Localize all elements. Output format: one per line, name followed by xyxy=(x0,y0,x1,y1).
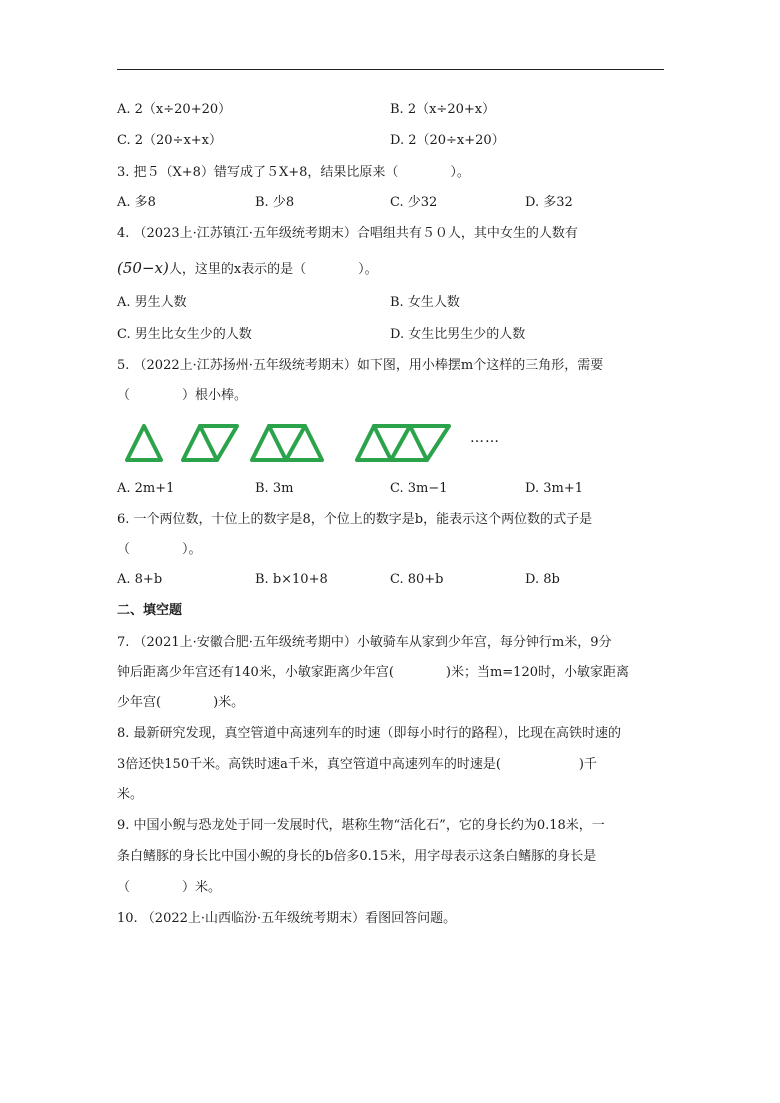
q8-line3: 米。 xyxy=(117,787,144,802)
q2-option-d: D. 2（20÷x+20） xyxy=(390,133,505,148)
q6-stem-line1: 6. 一个两位数，十位上的数字是8，个位上的数字是b，能表示这个两位数的式子是 xyxy=(117,512,593,527)
q6-option-d: D. 8b xyxy=(525,572,560,587)
stick-triangle-2a xyxy=(183,426,217,460)
q4-option-b: B. 女生人数 xyxy=(390,295,460,310)
q8-line2: 3倍还快150千米。高铁时速a千米，真空管道中高速列车的时速是( )千 xyxy=(117,757,597,772)
figure-ellipsis: …… xyxy=(470,430,500,446)
stick-triangle-4bcd xyxy=(374,426,449,460)
stick-triangle-3a xyxy=(252,426,286,460)
q7-line3: 少年宫( )米。 xyxy=(117,695,245,710)
q6-option-c: C. 80+b xyxy=(390,572,444,587)
q4-stem-line1: 4. （2023上·江苏镇江·五年级统考期末）合唱组共有５０人，其中女生的人数有 xyxy=(117,226,578,241)
q3-stem: 3. 把５（X+8）错写成了５X+8，结果比原来（ ）。 xyxy=(117,165,470,180)
header-rule xyxy=(117,69,664,70)
q5-option-b: B. 3m xyxy=(255,481,294,496)
stick-triangle-4a xyxy=(357,426,391,460)
q5-option-d: D. 3m+1 xyxy=(525,481,583,496)
q4-stem-line2 xyxy=(117,259,378,279)
q3-option-a: A. 多8 xyxy=(117,195,156,210)
q6-stem-line2: （ ）。 xyxy=(117,542,202,557)
q2-option-b: B. 2（x÷20+x） xyxy=(390,102,496,117)
q7-line2: 钟后距离少年宫还有140米，小敏家距离少年宫( )米；当m=120时，小敏家距离 xyxy=(117,665,629,680)
q3-option-b: B. 少8 xyxy=(255,195,295,210)
q9-line3: （ ）米。 xyxy=(117,880,222,895)
q9-line2: 条白鳍豚的身长比中国小鲵的身长的b倍多0.15米，用字母表示这条白鳍豚的身长是 xyxy=(117,849,597,864)
q5-option-a: A. 2m+1 xyxy=(117,481,175,496)
q4-option-c: C. 男生比女生少的人数 xyxy=(117,327,252,342)
q2-option-a: A. 2（x÷20+20） xyxy=(117,102,232,117)
q5-stem-line2: （ ）根小棒。 xyxy=(117,388,248,403)
section-title: 二、填空题 xyxy=(117,603,183,618)
q6-option-b: B. b×10+8 xyxy=(255,572,328,587)
q6-option-a: A. 8+b xyxy=(117,572,163,587)
q9-line1: 9. 中国小鲵与恐龙处于同一发展时代，堪称生物“活化石”，它的身长约为0.18米，一 xyxy=(117,818,605,833)
q3-option-c: C. 少32 xyxy=(390,195,438,210)
q10-line1: 10. （2022上·山西临汾·五年级统考期末）看图回答问题。 xyxy=(117,911,457,926)
q5-option-c: C. 3m−1 xyxy=(390,481,448,496)
stick-triangle-2b xyxy=(200,426,237,460)
q4-stem-text: 人，这里的x表示的是（ ）。 xyxy=(168,262,378,277)
q2-option-c: C. 2（20÷x+x） xyxy=(117,133,223,148)
q3-option-d: D. 多32 xyxy=(525,195,573,210)
q4-option-d: D. 女生比男生少的人数 xyxy=(390,327,526,342)
q8-line1: 8. 最新研究发现，真空管道中高速列车的时速（即每小时行的路程），比现在高铁时速的 xyxy=(117,726,622,741)
q4-expression: (50−x) xyxy=(117,259,169,277)
q4-option-a: A. 男生人数 xyxy=(117,295,187,310)
q7-line1: 7. （2021上·安徽合肥·五年级统考期中）小敏骑车从家到少年宫，每分钟行m米，9分 xyxy=(117,635,612,650)
q5-stem-line1: 5. （2022上·江苏扬州·五年级统考期末）如下图，用小棒摆m个这样的三角形，需要 xyxy=(117,358,604,373)
triangle-sticks-figure xyxy=(122,418,462,464)
stick-triangle-1 xyxy=(127,426,161,460)
